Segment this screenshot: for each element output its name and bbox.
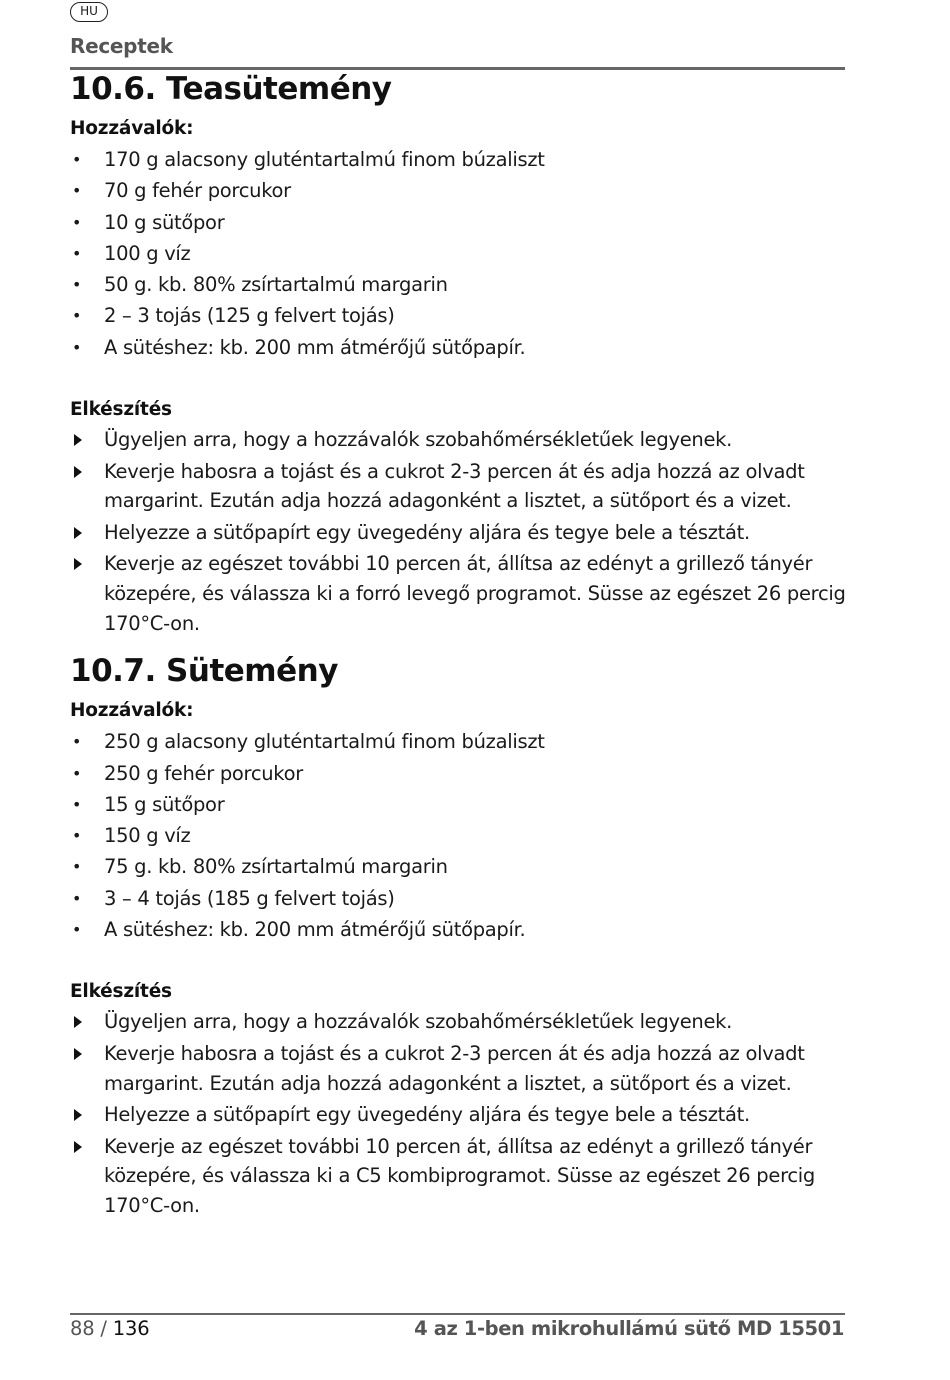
current-page: 88 [70,1317,95,1340]
bullet-icon: • [72,732,82,752]
ingredient-item: • 50 g. kb. 80% zsírtartalmú margarin [70,269,850,300]
triangle-bullet-icon [74,434,82,446]
triangle-bullet-icon [74,1109,82,1121]
bullet-icon: • [72,826,82,846]
step-item: Keverje az egészet további 10 percen át, állítsa az edényt a grillező tányér közepére, és válassza ki a forró levegő programot. Süsse az egészet 26 percig 170°C-on. [70,549,850,638]
bullet-icon: • [72,920,82,940]
chapter-label: Receptek [70,34,173,58]
triangle-bullet-icon [74,558,82,570]
language-badge: HU [70,2,108,22]
triangle-bullet-icon [74,1016,82,1028]
preparation-heading: Elkészítés [70,981,172,1003]
step-item: Helyezze a sütőpapírt egy üvegedény aljára és tegye bele a tésztát. [70,518,850,548]
bullet-icon: • [72,181,82,201]
ingredient-item: • 170 g alacsony gluténtartalmú finom búzaliszt [70,144,850,175]
bullet-icon: • [72,794,82,814]
page-content [70,68,850,1222]
page-number [70,1317,149,1340]
bullet-icon: • [72,337,82,357]
step-item: Helyezze a sütőpapírt egy üvegedény aljára és tegye bele a tésztát. [70,1100,850,1130]
footer-divider [70,1313,845,1315]
step-item: Keverje habosra a tojást és a cukrot 2-3 percen át és adja hozzá az olvadt margarint. Ezután adja hozzá adagonként a lisztet, a sütőport és a vizet. [70,457,850,516]
bullet-icon: • [72,243,82,263]
ingredient-item: • 70 g fehér porcukor [70,175,850,206]
ingredients-heading: Hozzávalók: [70,700,194,722]
recipe-title: 10.6. Teasütemény [70,71,392,107]
preparation-steps [70,425,850,638]
triangle-bullet-icon [74,1141,82,1153]
step-item: Ügyeljen arra, hogy a hozzávalók szobahőmérsékletűek legyenek. [70,425,850,455]
triangle-bullet-icon [74,527,82,539]
ingredient-item: • 2 – 3 tojás (125 g felvert tojás) [70,300,850,331]
bullet-icon: • [72,763,82,783]
total-pages: 136 [112,1317,150,1340]
recipe-title: 10.7. Sütemény [70,653,338,690]
bullet-icon: • [72,857,82,877]
preparation-steps [70,1007,850,1220]
triangle-bullet-icon [74,466,82,478]
preparation-heading: Elkészítés [70,399,172,421]
ingredient-item: • 10 g sütőpor [70,207,850,238]
ingredient-item: • 250 g alacsony gluténtartalmú finom búzaliszt [70,726,850,757]
ingredients-heading: Hozzávalók: [70,118,194,139]
bullet-icon: • [72,888,82,908]
ingredient-item: • 15 g sütőpor [70,789,850,820]
ingredient-item: • 100 g víz [70,238,850,269]
step-item: Ügyeljen arra, hogy a hozzávalók szobahőmérsékletűek legyenek. [70,1007,850,1037]
ingredient-item: • 250 g fehér porcukor [70,758,850,789]
bullet-icon: • [72,212,82,232]
step-item: Keverje az egészet további 10 percen át, állítsa az edényt a grillező tányér közepére, és válassza ki a C5 kombiprogramot. Süsse az egészet 26 percig 170°C-on. [70,1132,850,1221]
ingredient-item: • 3 – 4 tojás (185 g felvert tojás) [70,883,850,914]
product-name: 4 az 1-ben mikrohullámú sütő MD 15501 [414,1317,844,1340]
bullet-icon: • [72,306,82,326]
bullet-icon: • [72,275,82,295]
ingredient-item: • 75 g. kb. 80% zsírtartalmú margarin [70,851,850,882]
ingredient-item: • A sütéshez: kb. 200 mm átmérőjű sütőpapír. [70,914,850,945]
triangle-bullet-icon [74,1048,82,1060]
ingredients-list [70,726,850,945]
ingredients-list [70,144,850,363]
page-separator: / [94,1317,113,1340]
ingredient-item: • 150 g víz [70,820,850,851]
step-item: Keverje habosra a tojást és a cukrot 2-3 percen át és adja hozzá az olvadt margarint. Ezután adja hozzá adagonként a lisztet, a sütőport és a vizet. [70,1039,850,1098]
ingredient-item: • A sütéshez: kb. 200 mm átmérőjű sütőpapír. [70,332,850,363]
bullet-icon: • [72,150,82,169]
